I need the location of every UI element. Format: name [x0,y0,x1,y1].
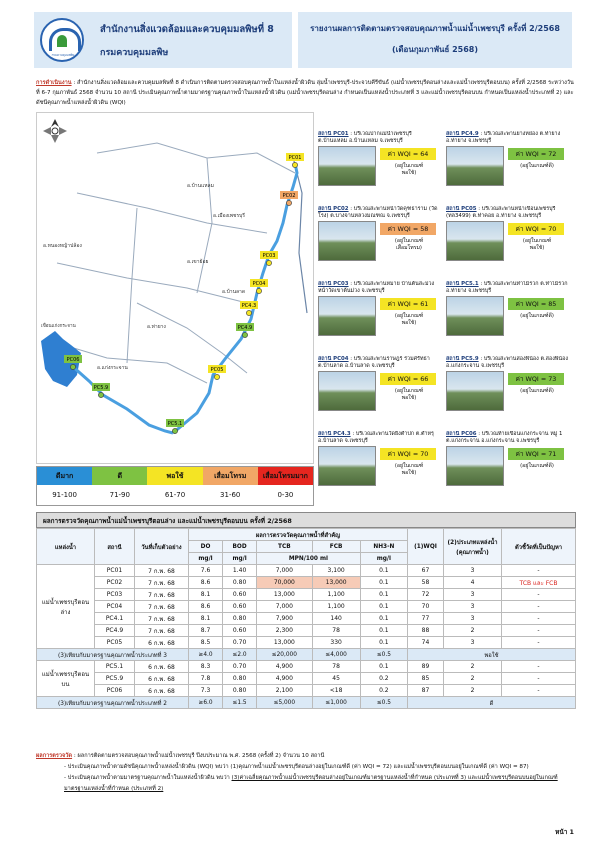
table-cell: 0.2 [360,685,407,697]
table-cell: PC4.1 [95,613,135,625]
station-marker [70,364,75,369]
standard-label: (3)เทียบกับมาตรฐานคุณภาพน้ำประเภทที่ 2 [37,697,189,709]
station-photo [446,446,504,486]
standard-value: ≤0.5 [360,649,407,661]
table-cell: 2 [444,673,502,685]
table-cell: 4,900 [257,661,312,673]
station-card [318,431,442,504]
table-cell: PC03 [95,589,135,601]
table-cell: 74 [408,637,444,649]
table-cell: PC06 [95,685,135,697]
table-cell: 0.70 [223,637,257,649]
table-cell: 330 [312,637,360,649]
station-wqi: ค่า WQI = 70 [380,448,436,460]
table-row [37,613,576,625]
summary-label: ผลการตรวจวัด [36,753,73,759]
table-cell: PC05 [95,637,135,649]
table-cell: 78 [312,661,360,673]
table-cell: 2,100 [257,685,312,697]
table-cell: 2,300 [257,625,312,637]
table-row [37,637,576,649]
col-station: สถานี [95,529,135,565]
table-cell: 7 ก.พ. 68 [135,625,189,637]
table-cell: 70 [408,601,444,613]
table-cell: 8.6 [189,601,223,613]
table-cell: PC02 [95,577,135,589]
station-marker-label: PC5.9 [93,385,109,391]
station-result: (อยู่ในเกณฑ์ เสื่อมโทรม) [394,238,424,251]
table-cell: 6 ก.พ. 68 [135,673,189,685]
legend-label: ดี [92,467,147,485]
station-photo [318,371,376,411]
table-cell: 8.1 [189,589,223,601]
standard-value: ≤5,000 [257,697,312,709]
param-tcb: TCB [257,541,312,553]
station-cards [318,131,570,506]
table-cell: 89 [408,661,444,673]
table-cell: 2 [444,661,502,673]
table-cell: 3 [444,565,502,577]
station-result: (อยู่ในเกณฑ์ดี) [520,313,554,319]
station-result: (อยู่ในเกณฑ์ พอใช้) [394,463,424,476]
table-cell: 0.1 [360,601,407,613]
station-marker [172,428,177,433]
standard-value: ≥6.0 [189,697,223,709]
station-marker-label: PC4.3 [241,303,257,309]
table-cell: PC5.1 [95,661,135,673]
table-cell: 8.7 [189,625,223,637]
table-cell: 0.60 [223,601,257,613]
intro-paragraph [36,78,576,108]
station-card [446,431,570,504]
col-source: แหล่งน้ำ [37,529,95,565]
summary-line2: - ประเมินคุณภาพน้ำตามดัชนีคุณภาพน้ำแหล่งน้ำผิวดิน (WQI) พบว่า (1)คุณภาพน้ำแม่น้ำเพชรบุรีตอนล่างอยู่ในเกณฑ์ดี (ค่า WQI = 72) และแม่น้ำเพชรบุรีตอนบนอยู่ในเกณฑ์ดี (ค่า WQI = 87) [64,764,529,770]
station-wqi: ค่า WQI = 72 [508,148,564,160]
table-cell: 3 [444,589,502,601]
table-row [37,673,576,685]
table-cell: 6 ก.พ. 68 [135,661,189,673]
unit-nh3n: mg/l [360,553,407,565]
table-cell: 4,900 [257,673,312,685]
table-cell: 2 [444,625,502,637]
svg-text:อ.บ้านแหลม: อ.บ้านแหลม [187,183,214,189]
station-marker [256,288,261,293]
station-result: (อยู่ในเกณฑ์ พอใช้) [394,388,424,401]
station-marker [266,260,271,265]
intro-label: การดำเนินงาน [36,80,72,86]
table-cell: 0.80 [223,577,257,589]
table-row [37,577,576,589]
table-row [37,589,576,601]
standard-label: (3)เทียบกับมาตรฐานคุณภาพน้ำประเภทที่ 3 [37,649,189,661]
station-marker-label: PC04 [252,281,266,287]
table-cell: - [502,685,576,697]
station-title: สถานี PC4.3 : บริเวณสะพานวัดยิงตำปก ต.ตำหรุ อ.บ้านลาด จ.เพชรบุรี [318,431,434,444]
table-cell: 88 [408,625,444,637]
station-card [446,206,570,279]
station-title: สถานี PC02 : บริเวณสะพานหน้าวัดคุฑธาราม (วัดโรง) ต.บางจานหลวงมณฑณ จ.เพชรบุรี [318,206,438,219]
param-nh3n: NH3-N [360,541,407,553]
legend-label: พอใช้ [147,467,202,485]
legend-range: 61-70 [147,485,202,505]
col-class: (2)ประเภทแหล่งน้ำ (คุณภาพน้ำ) [444,529,502,565]
station-card [318,131,442,204]
water-source: แม่น้ำเพชรบุรีตอนบน [37,661,95,697]
table-cell: 3 [444,637,502,649]
table-cell: 0.1 [360,637,407,649]
water-source: แม่น้ำเพชรบุรีตอนล่าง [37,565,95,649]
summary-line3b: (3)ค่าเฉลี่ยคุณภาพน้ำแม่น้ำเพชรบุรีตอนล่างอยู่ในเกณฑ์มาตรฐานแหล่งน้ำที่กำหนด (ประเภทที่ 3) และแม่น้ำเพชรบุรีตอนบนอยู่ในเกณฑ์มาตรฐานแหล่งน้ำที่กำหนด (ประเภทที่ 2) [64,775,558,792]
standard-value: ≤20,000 [257,649,312,661]
table-cell: - [502,661,576,673]
station-marker [246,310,251,315]
table-cell: 0.1 [360,577,407,589]
station-wqi: ค่า WQI = 85 [508,298,564,310]
standard-value: ≤4,000 [312,649,360,661]
agency-block [34,12,292,68]
svg-text:อ.บ้านลาด: อ.บ้านลาด [222,289,246,295]
svg-text:อ.ท่ายาง: อ.ท่ายาง [147,324,166,330]
legend-range: 71-90 [92,485,147,505]
table-cell: 7 ก.พ. 68 [135,613,189,625]
station-card [318,206,442,279]
table-cell: 58 [408,577,444,589]
table-cell: 45 [312,673,360,685]
station-photo [446,296,504,336]
table-cell: 0.1 [360,589,407,601]
table-row [37,685,576,697]
station-title: สถานี PC05 : บริเวณสะพานหน้าเขื่อนเพชรบุรี (ทล3499) ต.ท่าคอย อ.ท่ายาง จ.เพชรบุรี [446,206,556,219]
station-result: (อยู่ในเกณฑ์ พอใช้) [522,238,552,251]
standard-class: ดี [408,697,576,709]
table-cell: 13,000 [312,577,360,589]
station-marker-label: PC5.1 [167,421,183,427]
table-cell: PC5.9 [95,673,135,685]
table-cell: 1,100 [312,601,360,613]
table-row [37,565,576,577]
station-photo [318,446,376,486]
station-result: (อยู่ในเกณฑ์ พอใช้) [394,163,424,176]
table-cell: 7 ก.พ. 68 [135,589,189,601]
col-group: ผลการตรวจวัดคุณภาพน้ำที่สำคัญ [189,529,408,541]
table-cell: 7,900 [257,613,312,625]
table-cell: 8.5 [189,637,223,649]
unit-bod: mg/l [223,553,257,565]
table-cell: 7,000 [257,565,312,577]
station-title: สถานี PC04 : บริเวณสะพานราษฎร์ ร่วมศรัทธา ต.บ้านลาด อ.บ้านลาด จ.เพชรบุรี [318,356,430,369]
table-cell: 3 [444,613,502,625]
summary-line1: : ผลการติดตามตรวจสอบคุณภาพน้ำแม่น้ำเพชรบุรี ปีงบประมาณ พ.ศ. 2568 (ครั้งที่ 2) จำนวน 10 สถานี [72,753,325,759]
station-photo [318,296,376,336]
legend-label: เสื่อมโทรม [203,467,258,485]
station-title: สถานี PC5.1 : บริเวณสะพานท่าไม้รวก ต.ท่าไม้รวก อ.ท่ายาง จ.เพชรบุรี [446,281,568,294]
station-card [318,281,442,354]
station-marker-label: PC01 [288,155,302,161]
table-cell: 0.70 [223,661,257,673]
table-cell: 7,000 [257,601,312,613]
station-photo [318,146,376,186]
table-cell: 78 [312,625,360,637]
table-cell: 0.80 [223,673,257,685]
station-marker-label: PC4.9 [237,325,253,331]
summary-line3a: - ประเมินคุณภาพน้ำตามมาตรฐานคุณภาพน้ำในแหล่งน้ำผิวดิน พบว่า [64,775,232,781]
param-do: DO [189,541,223,553]
table-cell: 1,100 [312,589,360,601]
pcd-logo [40,18,84,62]
department-name: กรมควบคุมมลพิษ [100,47,169,58]
table-cell: 0.2 [360,673,407,685]
station-marker [292,162,297,167]
station-wqi: ค่า WQI = 64 [380,148,436,160]
station-result: (อยู่ในเกณฑ์ดี) [520,463,554,469]
table-cell: 0.1 [360,613,407,625]
table-cell: 7 ก.พ. 68 [135,601,189,613]
logo-text: กรมควบคุมมลพิษ [51,53,75,57]
table-cell: 3 [444,601,502,613]
table-cell: 6 ก.พ. 68 [135,685,189,697]
legend-item [203,467,258,505]
table-cell: 0.1 [360,625,407,637]
table-cell: 1.40 [223,565,257,577]
report-period: (เดือนกุมภาพันธ์ 2568) [391,45,479,54]
station-photo [446,371,504,411]
col-issue: ตัวชี้วัดที่เป็นปัญหา [502,529,576,565]
table-cell: 0.80 [223,613,257,625]
station-title: สถานี PC01 : บริเวณปากแม่น้ำเพชรบุรี ต.บ้านแหลม อ.บ้านแหลม จ.เพชรบุรี [318,131,412,144]
table-cell: 85 [408,673,444,685]
station-result: (อยู่ในเกณฑ์ พอใช้) [394,313,424,326]
water-quality-table [36,528,576,709]
legend-range: 31-60 [203,485,258,505]
legend-item [258,467,313,505]
table-cell: 7.6 [189,565,223,577]
standard-class: พอใช้ [408,649,576,661]
table-cell: 0.60 [223,625,257,637]
station-map [36,112,314,464]
table-row [37,625,576,637]
intro-text: : สำนักงานสิ่งแวดล้อมและควบคุมมลพิษที่ 8 ดำเนินการติดตามตรวจสอบคุณภาพน้ำในแหล่งน้ำผิวดิน ลุ่มน้ำเพชรบุรี-ประจวบคีรีขันธ์ (แม่น้ำเพชรบุรีตอนล่างและแม่น้ำเพชรบุรีตอนบน) ครั้งที่ 2/2568 ระหว่างวันที่ 6-7 กุมภาพันธ์ 2568 จำนวน 10 สถานี ประเมินคุณภาพน้ำตามมาตรฐานคุณภาพน้ำในแหล่งน้ำผิวดิน (แม่น้ำเพชรบุรีตอนล่าง กำหนดเป็นแหล่งน้ำประเภทที่ 3 และแม่น้ำเพชรบุรีตอนบน กำหนดเป็นแหล่งน้ำประเภทที่ 2) และดัชนีคุณภาพน้ำแหล่งน้ำผิวดิน (WQI) [36,80,574,106]
table-cell: PC04 [95,601,135,613]
table-cell: 4 [444,577,502,589]
station-marker-label: PC02 [282,193,296,199]
table-cell: PC01 [95,565,135,577]
station-marker-label: PC06 [66,357,80,363]
station-wqi: ค่า WQI = 66 [380,373,436,385]
standard-row [37,697,576,709]
svg-text:อ.หนองหญ้าปล้อง: อ.หนองหญ้าปล้อง [43,243,82,249]
legend-range: 0-30 [258,485,313,505]
map-svg [37,113,314,464]
table-cell: <18 [312,685,360,697]
table-cell: TCB และ FCB [502,577,576,589]
station-marker-label: PC03 [262,253,276,259]
station-title: สถานี PC06 : บริเวณท้ายเขื่อนแก่งกระจาน หมู่ 1 ต.แก่งกระจาน อ.แก่งกระจาน จ.เพชรบุรี [446,431,563,444]
table-title: ผลการตรวจวัดคุณภาพน้ำแม่น้ำเพชรบุรีตอนล่าง และแม่น้ำเพชรบุรีตอนบน ครั้งที่ 2/2568 [36,512,576,528]
standard-row [37,649,576,661]
station-wqi: ค่า WQI = 71 [508,448,564,460]
table-cell: - [502,589,576,601]
report-title-block [298,12,572,68]
standard-value: ≤1,000 [312,697,360,709]
station-title: สถานี PC03 : บริเวณสะพานหมาย บ้านต้นสะม่วงหน้าวัดเขาต้นม่วง จ.เพชรบุรี [318,281,435,294]
legend-label: เสื่อมโทรมมาก [258,467,313,485]
station-marker [98,392,103,397]
station-photo [446,221,504,261]
agency-name: สำนักงานสิ่งแวดล้อมและควบคุมมลพิษที่ 8 [100,23,274,35]
summary-section [36,751,576,795]
legend-item [37,467,92,505]
table-cell: 13,000 [257,589,312,601]
table-cell: 8.3 [189,661,223,673]
station-card [446,356,570,429]
station-photo [446,146,504,186]
station-result: (อยู่ในเกณฑ์ดี) [520,163,554,169]
table-cell: - [502,613,576,625]
col-wqi: (1)WQI [408,529,444,565]
standard-value: ≤0.5 [360,697,407,709]
table-row [37,601,576,613]
page-number: หน้า 1 [555,828,574,836]
standard-value: ≥4.0 [189,649,223,661]
table-cell: PC4.9 [95,625,135,637]
legend-item [92,467,147,505]
table-cell: 7 ก.พ. 68 [135,565,189,577]
table-cell: 140 [312,613,360,625]
station-card [446,131,570,204]
unit-do: mg/l [189,553,223,565]
standard-value: ≤1.5 [223,697,257,709]
table-cell: 8.6 [189,577,223,589]
legend-range: 91-100 [37,485,92,505]
table-cell: - [502,673,576,685]
station-title: สถานี PC4.9 : บริเวณสะพานยางหย่อง ต.ท่ายาง อ.ท่ายาง จ.เพชรบุรี [446,131,561,144]
station-card [446,281,570,354]
station-card [318,356,442,429]
station-wqi: ค่า WQI = 61 [380,298,436,310]
table-cell: 77 [408,613,444,625]
report-title: รายงานผลการติดตามตรวจสอบคุณภาพน้ำแม่น้ำเพชรบุรี ครั้งที่ 2/2568 [310,24,560,33]
station-marker [242,332,247,337]
standard-value: ≤2.0 [223,649,257,661]
table-cell: - [502,637,576,649]
station-result: (อยู่ในเกณฑ์ดี) [520,388,554,394]
svg-text:อ.เขาย้อย: อ.เขาย้อย [187,259,209,265]
station-wqi: ค่า WQI = 70 [508,223,564,235]
table-cell: - [502,625,576,637]
table-cell: 7 ก.พ. 68 [135,577,189,589]
table-cell: 3,100 [312,565,360,577]
table-cell: 8.1 [189,613,223,625]
table-cell: 0.80 [223,685,257,697]
table-cell: - [502,601,576,613]
param-fcb: FCB [312,541,360,553]
table-cell: 6 ก.พ. 68 [135,637,189,649]
table-cell: 67 [408,565,444,577]
station-marker [214,374,219,379]
table-cell: 70,000 [257,577,312,589]
station-title: สถานี PC5.9 : บริเวณสะพานสองพี่น้อง ต.สองพี่น้อง อ.แก่งกระจาน จ.เพชรบุรี [446,356,568,369]
station-wqi: ค่า WQI = 58 [380,223,436,235]
table-cell: 2 [444,685,502,697]
svg-text:เขื่อนแก่งกระจาน: เขื่อนแก่งกระจาน [41,324,76,329]
table-row [37,661,576,673]
table-cell: 0.1 [360,565,407,577]
station-marker-label: PC05 [210,367,224,373]
table-cell: 13,000 [257,637,312,649]
svg-text:อ.แก่งกระจาน: อ.แก่งกระจาน [97,365,128,371]
legend-label: ดีมาก [37,467,92,485]
station-wqi: ค่า WQI = 73 [508,373,564,385]
report-header [34,12,572,68]
unit-coliform: MPN/100 ml [257,553,361,565]
wqi-legend [36,466,314,506]
legend-item [147,467,202,505]
table-cell: 87 [408,685,444,697]
station-photo [318,221,376,261]
table-cell: 0.1 [360,661,407,673]
svg-text:อ.เมืองเพชรบุรี: อ.เมืองเพชรบุรี [213,213,245,219]
table-cell: - [502,565,576,577]
table-cell: 0.60 [223,589,257,601]
table-cell: 7.8 [189,673,223,685]
table-cell: 72 [408,589,444,601]
col-date: วันที่เก็บตัวอย่าง [135,529,189,565]
station-marker [286,200,291,205]
table-cell: 7.3 [189,685,223,697]
param-bod: BOD [223,541,257,553]
